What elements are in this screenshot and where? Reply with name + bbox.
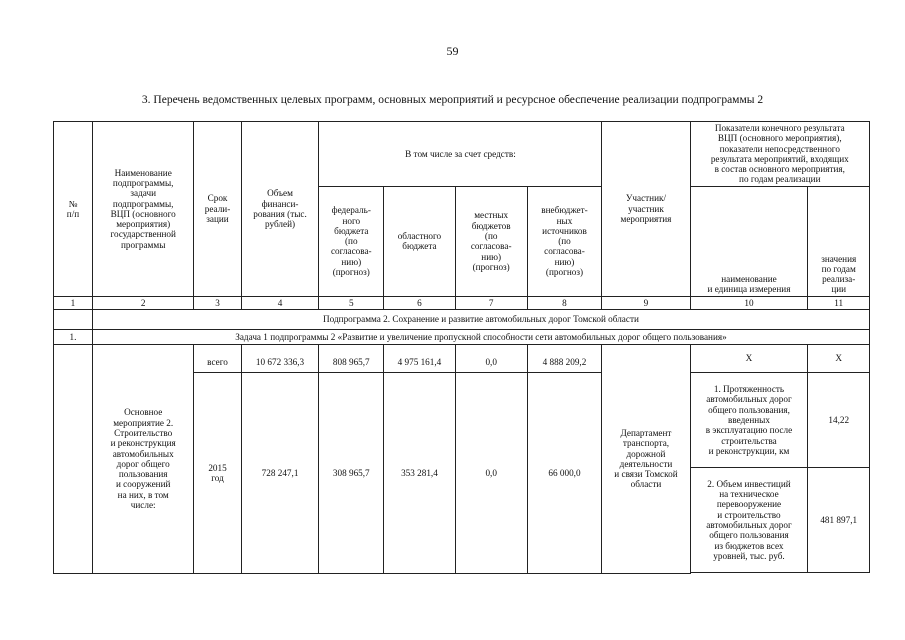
- total-local: 0,0: [455, 345, 527, 373]
- header-name: Наименование подпрограммы, задачи подпрограммы, ВЦП (основного мероприятия) государственной программы: [92, 122, 193, 297]
- year-volume: 728 247,1: [241, 373, 319, 574]
- column-index: 1: [54, 296, 93, 309]
- section-title: 3. Перечень ведомственных целевых программ, основных мероприятий и ресурсное обеспечение реализации подпрограммы 2: [141, 94, 764, 106]
- total-term: всего: [194, 345, 241, 373]
- total-volume: 10 672 336,3: [241, 345, 319, 373]
- column-index: 5: [319, 296, 384, 309]
- header-local: местных бюджетов (по согласова- нию) (прогноз): [455, 186, 527, 296]
- column-index: 7: [455, 296, 527, 309]
- subprogram-title: Подпрограмма 2. Сохранение и развитие автомобильных дорог Томской области: [92, 310, 869, 330]
- total-federal: 808 965,7: [319, 345, 384, 373]
- year-federal: 308 965,7: [319, 373, 384, 574]
- task-title: Задача 1 подпрограммы 2 «Развитие и увеличение пропускной способности сети автомобильных дорог общего пользования»: [92, 330, 869, 345]
- header-volume: Объем финанси- рования (тыс. рублей): [241, 122, 319, 297]
- column-index: 6: [384, 296, 456, 309]
- column-index: 11: [808, 296, 870, 309]
- main-event-name: Основное мероприятие 2. Строительство и реконструкция автомобильных дорог общего пользования и сооружений на них, в том числе:: [92, 345, 193, 574]
- header-indicator-name: наименование и единица измерения: [690, 186, 808, 296]
- column-index-row: [54, 296, 870, 309]
- column-index: 9: [602, 296, 690, 309]
- header-indicator-value: значения по годам реализа- ции: [808, 186, 870, 296]
- header-extra: внебюджет- ных источников (по согласова- нию) (прогноз): [527, 186, 602, 296]
- column-index: 8: [527, 296, 602, 309]
- participant: Департамент транспорта, дорожной деятельности и связи Томской области: [602, 345, 690, 574]
- column-index: 10: [690, 296, 808, 309]
- subprogram-row: [54, 310, 870, 330]
- header-participant: Участник/ участник мероприятия: [602, 122, 690, 297]
- header-indicators-group: Показатели конечного результата ВЦП (основного мероприятия), показатели непосредственного результата мероприятий, входящих в состав основного мероприятия, по годам реализации: [690, 122, 869, 187]
- header-regional: областного бюджета: [384, 186, 456, 296]
- year-term: 2015 год: [194, 373, 241, 574]
- column-index: 2: [92, 296, 193, 309]
- task-row: [54, 330, 870, 345]
- total-extra: 4 888 209,2: [527, 345, 602, 373]
- indicator-name: 2. Объем инвестиций на техническое перевооружение и строительство автомобильных дорог общего пользования из бюджетов всех уровней, тыс. руб.: [690, 468, 808, 573]
- column-index: 4: [241, 296, 319, 309]
- year-regional: 353 281,4: [384, 373, 456, 574]
- header-num: № п/п: [54, 122, 93, 297]
- total-indicator-name: Х: [690, 345, 808, 373]
- total-indicator-value: Х: [808, 345, 870, 373]
- header-term: Срок реали- зации: [194, 122, 241, 297]
- page-number: 59: [446, 44, 459, 58]
- total-regional: 4 975 161,4: [384, 345, 456, 373]
- header-sources-group: В том числе за счет средств:: [319, 122, 602, 187]
- header-federal: федераль- ного бюджета (по согласова- нию) (прогноз): [319, 186, 384, 296]
- column-index: 3: [194, 296, 241, 309]
- main-event-total-row: [54, 345, 870, 373]
- year-extra: 66 000,0: [527, 373, 602, 574]
- task-num: 1.: [54, 330, 93, 345]
- resource-table: [53, 121, 870, 574]
- indicator-value: 14,22: [808, 373, 870, 468]
- year-local: 0,0: [455, 373, 527, 574]
- indicator-value: 481 897,1: [808, 468, 870, 573]
- indicator-name: 1. Протяженность автомобильных дорог общего пользования, введенных в эксплуатацию после строительства и реконструкции, км: [690, 373, 808, 468]
